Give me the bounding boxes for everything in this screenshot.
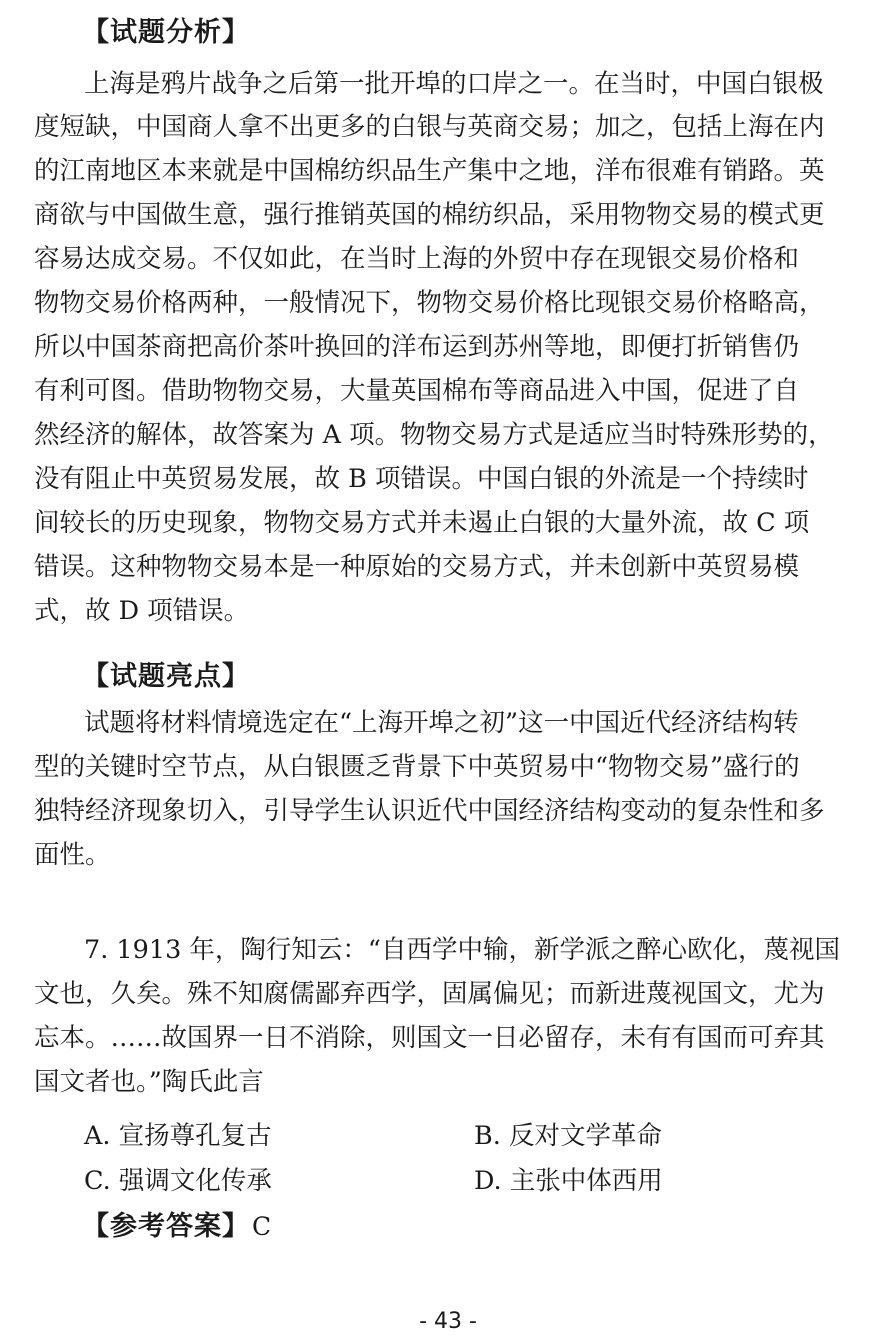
highlight-line: 独特经济现象切入，引导学生认识近代中国经济结构变动的复杂性和多 [34, 796, 825, 826]
answer-heading: 【参考答案】 [82, 1211, 250, 1242]
analysis-line: 度短缺，中国商人拿不出更多的白银与英商交易；加之，包括上海在内 [34, 112, 825, 142]
analysis-line: 有利可图。借助物物交易，大量英国棉布等商品进入中国，促进了自 [34, 376, 800, 406]
answer-block [82, 1208, 272, 1246]
analysis-line: 没有阻止中英贸易发展，故 B 项错误。中国白银的外流是一个持续时 [34, 464, 809, 494]
analysis-line: 式，故 D 项错误。 [34, 596, 250, 626]
option-d: D. 主张中体西用 [474, 1166, 663, 1196]
highlight-line: 型的关键时空节点，从白银匮乏背景下中英贸易中“物物交易”盛行的 [34, 752, 800, 782]
highlight-line: 试题将材料情境选定在“上海开埠之初”这一中国近代经济结构转 [84, 708, 799, 738]
analysis-line: 所以中国茶商把高价茶叶换回的洋布运到苏州等地，即便打折销售仍 [34, 332, 800, 362]
question-line: 忘本。……故国界一日不消除，则国文一日必留存，未有有国而可弃其 [34, 1023, 825, 1053]
highlight-heading: 【试题亮点】 [82, 661, 250, 692]
analysis-line: 的江南地区本来就是中国棉纺织品生产集中之地，洋布很难有销路。英 [34, 156, 825, 186]
analysis-heading: 【试题分析】 [82, 17, 250, 48]
analysis-line: 商欲与中国做生意，强行推销英国的棉纺织品，采用物物交易的模式更 [34, 200, 825, 230]
analysis-line: 物物交易价格两种，一般情况下，物物交易价格比现银交易价格略高， [34, 288, 825, 318]
highlight-line: 面性。 [34, 840, 111, 870]
question-line: 7. 1913 年，陶行知云：“自西学中输，新学派之醉心欧化，蔑视国 [84, 935, 840, 965]
option-a: A. 宣扬尊孔复古 [84, 1121, 272, 1151]
analysis-line: 错误。这种物物交易本是一种原始的交易方式，并未创新中英贸易模 [34, 552, 800, 582]
analysis-line: 然经济的解体，故答案为 A 项。物物交易方式是适应当时特殊形势的， [34, 420, 834, 450]
analysis-line: 上海是鸦片战争之后第一批开埠的口岸之一。在当时，中国白银极 [84, 69, 824, 99]
question-line: 国文者也。”陶氏此言 [34, 1067, 264, 1097]
page-number: - 43 - [419, 1309, 477, 1334]
analysis-line: 间较长的历史现象，物物交易方式并未遏止白银的大量外流，故 C 项 [34, 508, 810, 538]
question-line: 文也，久矣。殊不知腐儒鄙弃西学，固属偏见；而新进蔑视国文，尤为 [34, 979, 825, 1009]
answer-value: C [252, 1212, 273, 1241]
option-c: C. 强调文化传承 [84, 1166, 272, 1196]
analysis-line: 容易达成交易。不仅如此，在当时上海的外贸中存在现银交易价格和 [34, 244, 800, 274]
option-b: B. 反对文学革命 [474, 1121, 662, 1151]
